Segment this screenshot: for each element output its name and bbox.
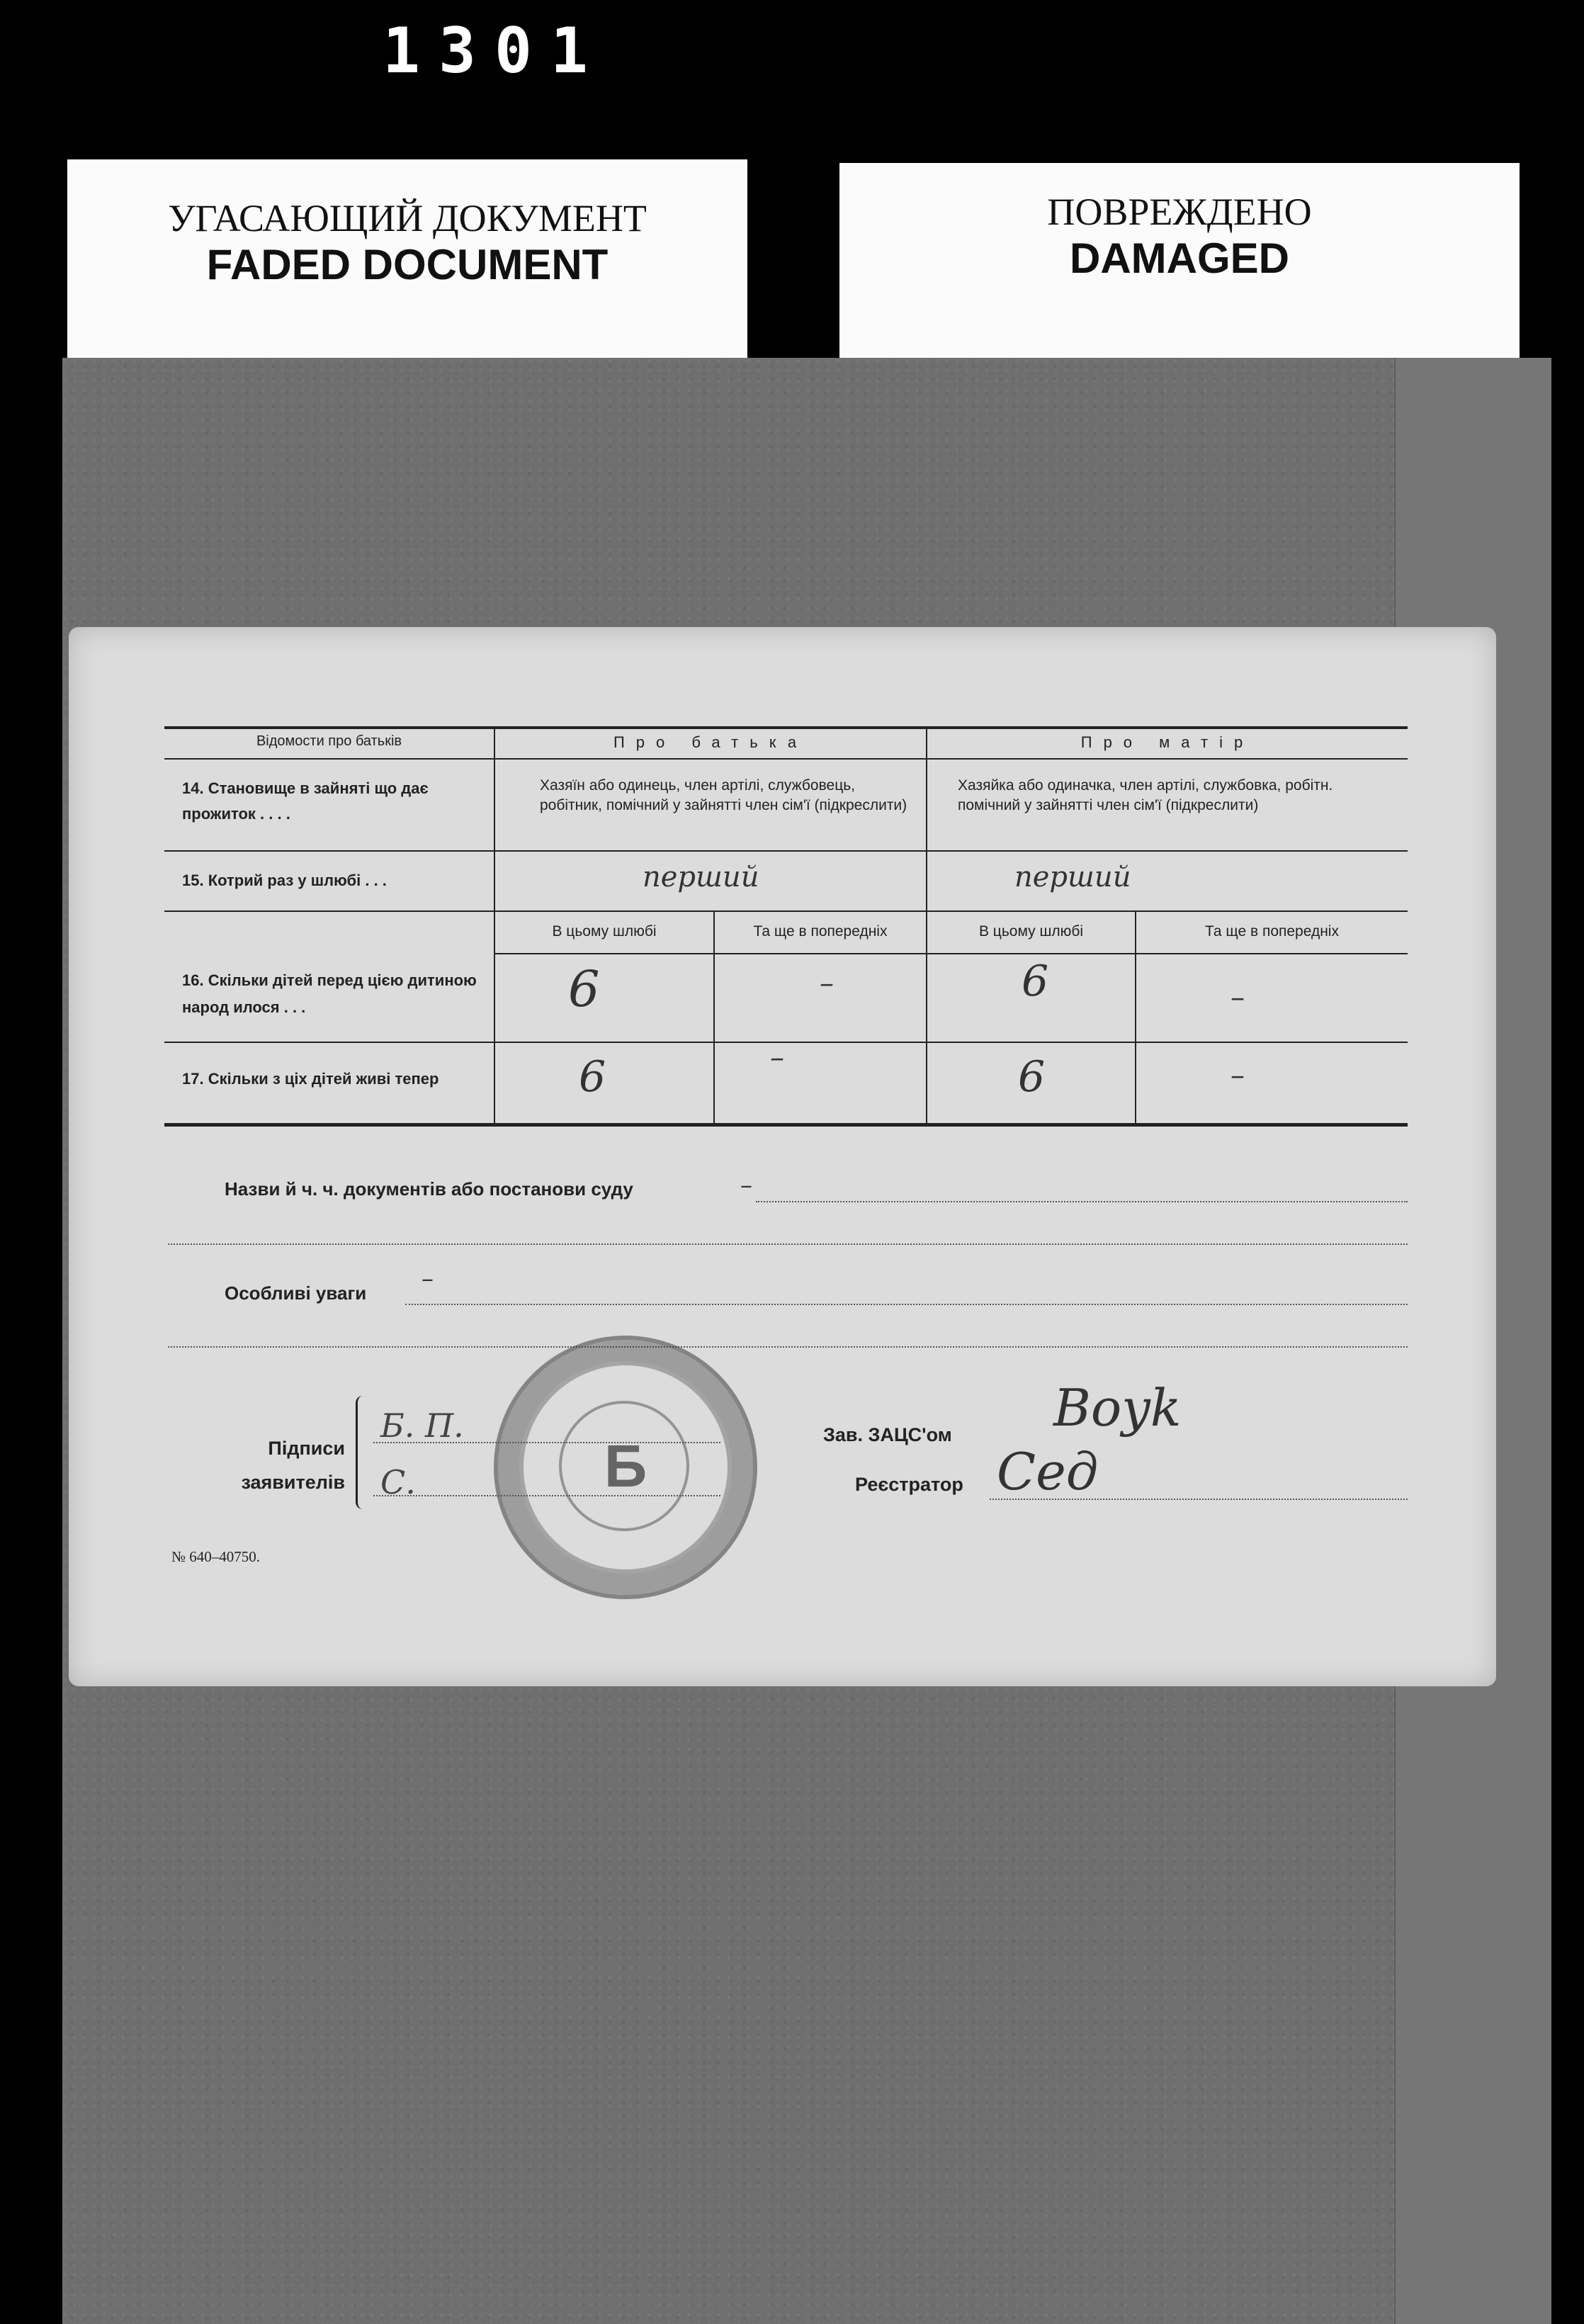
row17-mother-previous: – <box>1231 1059 1245 1092</box>
subheader-mother-previous: Та ще в попередніх <box>1205 923 1339 940</box>
subheader-father-previous: Та ще в попередніх <box>753 923 888 940</box>
subheader-father-current: В цьому шлюбі <box>552 923 657 940</box>
row16-label: 16. Скільки дітей перед цією дитиною народ илося . . . <box>182 971 477 1016</box>
row17-mother-current: 6 <box>1018 1052 1046 1102</box>
row16-father-current: 6 <box>568 960 600 1018</box>
applicants-signatures-label: Підписи заявителів <box>241 1438 345 1493</box>
row14-father-text: Хазяїн або одинець, член артілі, службовець, робітник, помічний у зайнятті член сім'ї (підкреслити) <box>540 777 907 813</box>
row17-label: 17. Скільки з ціх дітей живі тепер <box>182 1070 439 1088</box>
header-father: Про батька <box>613 733 808 751</box>
subheader-mother-current: В цьому шлюбі <box>978 923 1084 940</box>
row16-father-previous: – <box>820 967 834 1000</box>
official-seal-stamp: Б <box>494 1336 757 1599</box>
row14-mother-text: Хазяйка або одиначка, член артілі, службовка, робітн. помічний у зайнятті член сім'ї (підкреслити) <box>958 777 1333 813</box>
row15-label: 15. Котрий раз у шлюбі . . . <box>182 872 387 889</box>
documents-value: – <box>740 1171 752 1200</box>
film-frame-number: 1301 <box>383 14 606 87</box>
registry-head-label: Зав. ЗАЦС'ом <box>823 1424 952 1445</box>
registrar-signature: Сед <box>997 1442 1099 1501</box>
row16-mother-previous: – <box>1231 981 1245 1014</box>
faded-document-label <box>67 159 747 372</box>
applicant-signature-2: С. <box>380 1463 416 1501</box>
header-mother: Про матір <box>1080 733 1255 751</box>
notes-label: Особливі уваги <box>225 1282 367 1304</box>
row16-mother-current: 6 <box>1022 957 1049 1006</box>
form-number: № 640–40750. <box>171 1548 261 1565</box>
faded-label-ru: УГАСАЮЩИЙ ДОКУМЕНТ <box>168 197 647 239</box>
applicant-signature-1: Б. П. <box>380 1406 464 1445</box>
damaged-label-en: DAMAGED <box>1070 235 1289 282</box>
row15-mother-handwritten: перший <box>1014 861 1131 893</box>
registry-form-sheet <box>69 627 1496 1686</box>
documents-label: Назви й ч. ч. документів або постанови суду <box>225 1178 633 1200</box>
row17-father-previous: – <box>770 1042 784 1074</box>
head-signature: Boyk <box>1053 1378 1182 1438</box>
row15-father-handwritten: перший <box>643 861 759 893</box>
faded-label-en: FADED DOCUMENT <box>206 241 609 288</box>
row17-father-current: 6 <box>579 1052 606 1102</box>
applicants-brace <box>356 1396 372 1509</box>
damaged-label-ru: ПОВРЕЖДЕНО <box>1047 191 1312 233</box>
damaged-label <box>839 163 1520 368</box>
registrar-label: Реєстратор <box>855 1474 963 1495</box>
row14-label: 14. Становище в зайняті що дає прожиток . . . . <box>182 779 429 823</box>
header-parents-info: Відомости про батьків <box>256 733 402 749</box>
notes-value: – <box>422 1265 434 1293</box>
